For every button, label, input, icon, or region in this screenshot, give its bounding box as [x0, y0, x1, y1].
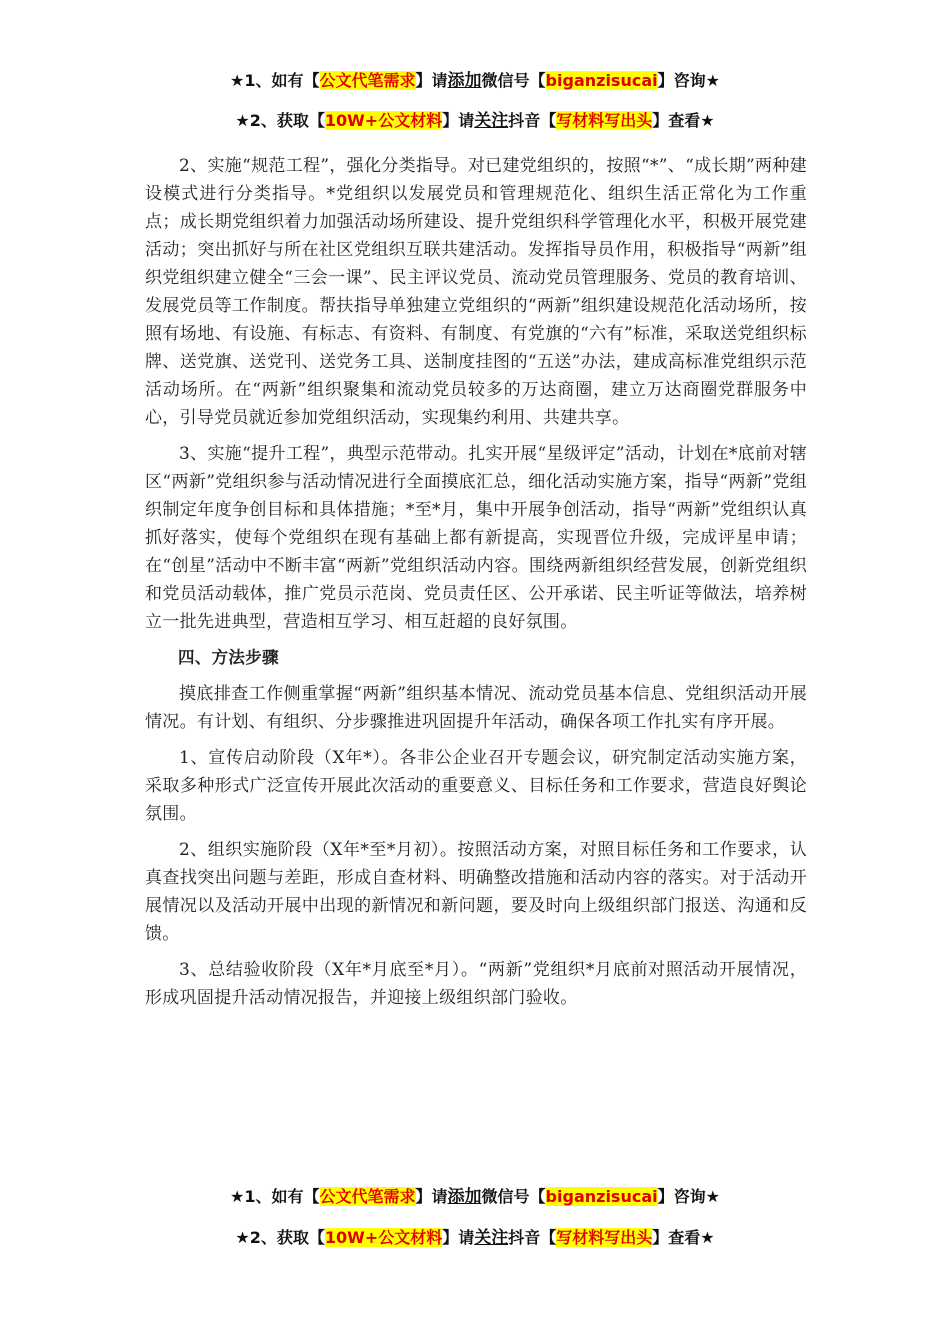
banner-text: 】咨询★ [657, 71, 720, 90]
banner-underline: 关注 [474, 1228, 509, 1248]
paragraph: 3、总结验收阶段（X年*月底至*月）。“两新”党组织*月底前对照活动开展情况，形成巩固提升活动情况报告，并迎接上级组织部门验收。 [145, 960, 807, 1008]
banner-text: 抖音【 [508, 111, 557, 130]
banner-underline: 关注 [474, 111, 509, 131]
banner-text: 】请 [415, 1187, 448, 1206]
banner-highlight: 10W+公文材料 [324, 1228, 443, 1247]
document-body [145, 152, 807, 1020]
top-banner-line-1 [0, 70, 950, 92]
paragraph: 2、实施“规范工程”，强化分类指导。对已建党组织的，按照“*”、“成长期”两种建设模式进行分类指导。*党组织以发展党员和管理规范化、组织生活正常化为工作重点；成长期党组织着力加强活动场所建设、提升党组织科学管理化水平，积极开展党建活动；突出抓好与所在社区党组织互联共建活动。发挥指导员作用，积极指导“两新”组织党组织建立健全“三会一课”、民主评议党员、流动党员管理服务、党员的教育培训、发展党员等工作制度。帮扶指导单独建立党组织的“两新”组织建设规范化活动场所，按照有场地、有设施、有标志、有资料、有制度、有党旗的“六有”标准，采取送党组织标牌、送党旗、送党刊、送党务工具、送制度挂图的“五送”办法，建成高标准党组织示范活动场所。在“两新”组织聚集和流动党员较多的万达商圈，建立万达商圈党群服务中心，引导党员就近参加党组织活动，实现集约利用、共建共享。 [145, 156, 807, 428]
banner-highlight: 公文代笔需求 [319, 1187, 416, 1206]
paragraph: 3、实施“提升工程”，典型示范带动。扎实开展“星级评定”活动，计划在*底前对辖区“两新”党组织参与活动情况进行全面摸底汇总，细化活动实施方案，指导“两新”党组织制定年度争创目标和具体措施；*至*月，集中开展争创活动，指导“两新”党组织认真抓好落实，使每个党组织在现有基础上都有新提高，实现晋位升级，完成评星申请；在“创星”活动中不断丰富“两新”党组织活动内容。围绕两新组织经营发展，创新党组织和党员活动载体，推广党员示范岗、党员责任区、公开承诺、民主听证等做法，培养树立一批先进典型，营造相互学习、相互赶超的良好氛围。 [145, 444, 807, 632]
banner-text: 抖音【 [508, 1228, 557, 1247]
banner-text: 】请 [442, 111, 475, 130]
banner-text: 】咨询★ [657, 1187, 720, 1206]
banner-highlight: biganzisucai [545, 71, 658, 90]
banner-text: 微信号【 [481, 71, 546, 90]
banner-text: ★2、获取【 [235, 111, 325, 130]
banner-text: ★1、如有【 [230, 71, 320, 90]
banner-underline: 添加 [447, 71, 482, 91]
paragraph: 1、宣传启动阶段（X年*）。各非公企业召开专题会议，研究制定活动实施方案，采取多种形式广泛宣传开展此次活动的重要意义、目标任务和工作要求，营造良好舆论氛围。 [145, 748, 807, 824]
banner-text: ★1、如有【 [230, 1187, 320, 1206]
section-heading: 四、方法步骤 [178, 648, 279, 667]
banner-text: ★2、获取【 [235, 1228, 325, 1247]
banner-text: 微信号【 [481, 1187, 546, 1206]
banner-text: 】查看★ [652, 111, 715, 130]
bottom-banner-line-2 [0, 1227, 950, 1249]
top-banner-line-2 [0, 110, 950, 132]
banner-text: 】查看★ [652, 1228, 715, 1247]
banner-highlight: 公文代笔需求 [319, 71, 416, 90]
banner-highlight: 写材料写出头 [556, 1228, 653, 1247]
banner-underline: 添加 [447, 1187, 482, 1207]
paragraph: 2、组织实施阶段（X年*至*月初）。按照活动方案，对照目标任务和工作要求，认真查找突出问题与差距，形成自查材料、明确整改措施和活动内容的落实。对于活动开展情况以及活动开展中出现的新情况和新问题，要及时向上级组织部门报送、沟通和反馈。 [145, 840, 807, 944]
paragraph: 摸底排查工作侧重掌握“两新”组织基本情况、流动党员基本信息、党组织活动开展情况。有计划、有组织、分步骤推进巩固提升年活动，确保各项工作扎实有序开展。 [145, 684, 807, 732]
banner-highlight: 写材料写出头 [556, 111, 653, 130]
bottom-banner-line-1 [0, 1186, 950, 1208]
banner-highlight: 10W+公文材料 [324, 111, 443, 130]
banner-highlight: biganzisucai [545, 1187, 658, 1206]
banner-text: 】请 [442, 1228, 475, 1247]
banner-text: 】请 [415, 71, 448, 90]
